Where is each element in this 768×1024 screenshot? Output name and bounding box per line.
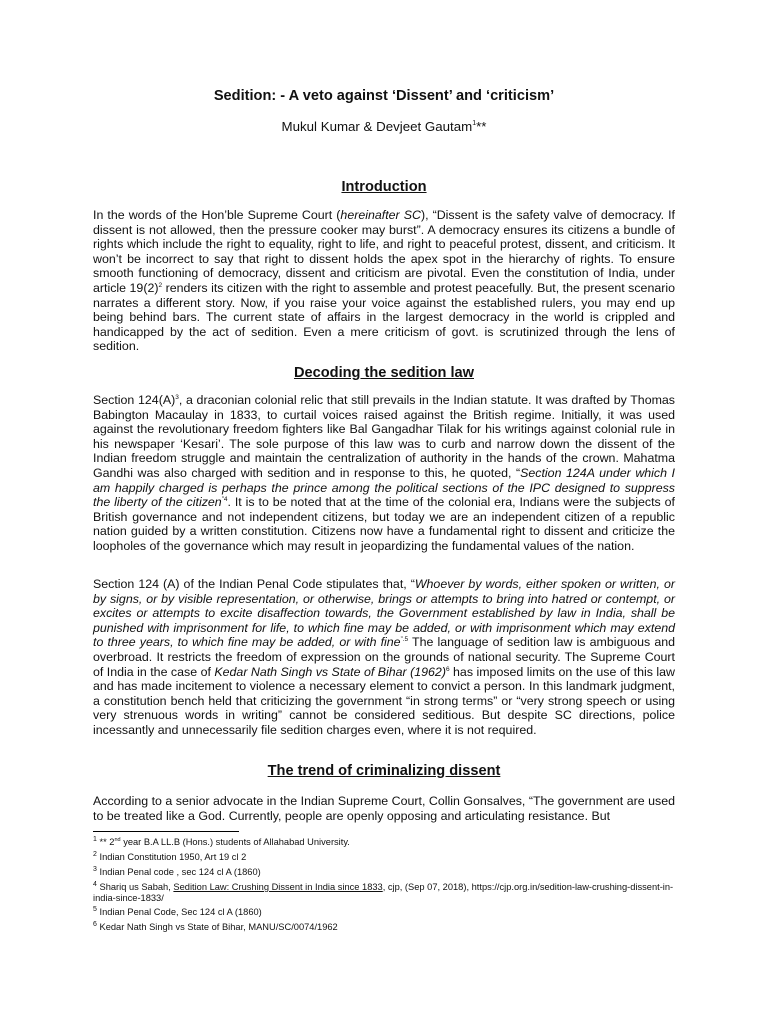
paper-title: Sedition: - A veto against ‘Dissent’ and ‘criticism’ bbox=[213, 88, 555, 104]
footnote-5: $^5$ Indian Penal Code, Sec 124 cl A (1860) bbox=[93, 906, 262, 917]
author-line bbox=[93, 119, 675, 134]
footnote-6: $^6$ Kedar Nath Singh vs State of Bihar, MANU/SC/0074/1962 bbox=[93, 921, 338, 932]
paragraph-introduction: In the words of the Hon’ble Supreme Court (hereinafter SC), “Dissent is the safety valve of democracy. If dissent is not allowed, then the pressure cooker may burst”. A democracy ensures its citizens a bundle of rights which include the right to equality, right to life, and right to peaceful protest, dissent, and criticism. It won’t be incorrect to say that right to dissent holds the apex spot in the hierarchy of rights. To ensure smooth functioning of democracy, dissent and criticism are pivotal. Even the constitution of India, under article 19(2)$^2$ renders its citizen with the right to assemble and protest peacefully. But, the present scenario narrates a different story. Now, if you raise your voice against the established rulers, you may end up being behind bars. The current state of affairs in the largest democracy in the world is crippled and handicapped by the act of sedition. Even a mere criticism of govt. is scrutinized through the lens of sedition. bbox=[93, 208, 675, 354]
footnote-2: $^2$ Indian Constitution 1950, Art 19 cl 2 bbox=[93, 851, 247, 862]
paragraph-trend: According to a senior advocate in the Indian Supreme Court, Collin Gonsalves, “The government are used to be treated like a God. Currently, people are openly opposing and articulating resistance. But bbox=[93, 794, 675, 823]
paragraph-decoding-2: Section 124 (A) of the Indian Penal Code stipulates that, “Whoever by words, either spoken or written, or by signs, or by visible representation, or otherwise, brings or attempts to bring into hatred or contempt, or excites or attempts to excite disaffection towards, the Government established by law in India, shall be punished with imprisonment for life, to which fine may be added, or with imprisonment which may extend to three years, to which fine may be added, or with fine$^{”.5}$ The language of sedition law is ambiguous and overbroad. It restricts the freedom of expression on the grounds of national security. The Supreme Court of India in the case of Kedar Nath Singh vs State of Bihar (1962)$^6$ has imposed limits on the use of this law and has made incitement to violence a necessary element to convict a person. In this landmark judgment, a constitution bench held that criticizing the government “in strong terms” or “very strong speech or using very strenuous words in writing” cannot be considered seditious. But despite SC directions, police incessantly and unnecessarily file sedition charges even, where it is not required. bbox=[93, 577, 675, 737]
heading-trend-criminalizing-dissent: The trend of criminalizing dissent bbox=[267, 763, 501, 779]
paragraph-decoding-1: Section 124(A)$^3$, a draconian colonial relic that still prevails in the Indian statute. It was drafted by Thomas Babington Macaulay in 1833, to curtail voices raised against the British regime. Initially, it was used against the revolutionary freedom fighters like Bal Gangadhar Tilak for his writings against colonial rule in his newspaper ‘Kesari’. The sole purpose of this law was to curb and narrow down the dissent of the Indian freedom struggle and maintain the centralization of authority in the hands of the crown. Mahatma Gandhi was also charged with sedition and in response to this, he quoted, “Section 124A under which I am happily charged is perhaps the prince among the political sections of the IPC designed to suppress the liberty of the citizen$^{”4}$. It is to be noted that at the time of the colonial era, Indians were the subjects of British governance and not independent citizens, but today we are an independent citizen of a republic nation guided by a written constitution. Citizens now have a fundamental right to dissent and criticize the loopholes of the governance which may result in jeopardizing the fundamental values of the nation. bbox=[93, 393, 676, 553]
footnote-ref-2[interactable]: 2 bbox=[158, 281, 163, 289]
footnote-4-link[interactable]: Sedition Law: Crushing Dissent in India since 1833 bbox=[173, 882, 383, 892]
heading-introduction: Introduction bbox=[341, 179, 427, 195]
author-footnote-mark: 1 bbox=[472, 120, 477, 127]
footnote-separator bbox=[93, 831, 239, 832]
author-names: Mukul Kumar & Devjeet Gautam bbox=[281, 119, 473, 134]
footnote-ref-4[interactable]: ”4 bbox=[221, 496, 228, 504]
footnote-ref-6[interactable]: 6 bbox=[445, 665, 450, 673]
heading-decoding-sedition-law: Decoding the sedition law bbox=[293, 365, 474, 381]
footnote-ref-3[interactable]: 3 bbox=[175, 394, 179, 401]
footnote-ref-5[interactable]: ”.5 bbox=[400, 636, 409, 644]
footnote-1: $^1$ ** 2nd year B.A LL.B (Hons.) students of Allahabad University. bbox=[93, 836, 350, 847]
author-stars: ** bbox=[476, 119, 487, 134]
footnote-3: $^3$ Indian Penal code , sec 124 cl A (1860) bbox=[93, 866, 261, 877]
footnote-4: $^4$ Shariq us Sabah, Sedition Law: Crushing Dissent in India since 1833, cjp, (Sep 07, 2018), https://cjp.org.in/sedition-law-crushing-dissent-in-india-since-1833/ bbox=[93, 881, 674, 903]
